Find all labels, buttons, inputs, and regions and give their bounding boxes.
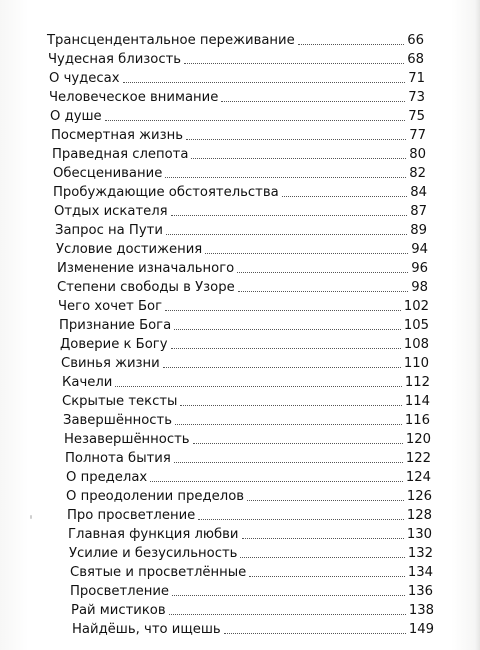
toc-dot-leader xyxy=(150,481,403,482)
toc-entry-page-number: 108 xyxy=(403,337,429,352)
toc-entry-page-number: 98 xyxy=(411,280,428,295)
toc-entry xyxy=(47,30,424,48)
toc-entry-title: Человеческое внимание xyxy=(49,90,219,105)
toc-dot-leader xyxy=(166,234,407,235)
toc-entry-title: Свинья жизни xyxy=(61,356,160,371)
print-speck xyxy=(30,515,32,519)
toc-entry-page-number: 149 xyxy=(408,622,434,637)
toc-entry-title: Запрос на Пути xyxy=(55,223,163,238)
toc-entry-page-number: 87 xyxy=(410,204,427,219)
toc-entry-page-number: 116 xyxy=(404,413,430,428)
toc-entry xyxy=(49,68,425,86)
toc-entry-title: Качели xyxy=(62,375,113,390)
toc-dot-leader xyxy=(174,329,401,330)
toc-entry-title: О преодолении пределов xyxy=(66,489,245,504)
toc-entry-page-number: 73 xyxy=(408,90,425,105)
toc-entry-title: Про просветление xyxy=(67,508,196,523)
toc-dot-leader xyxy=(249,576,405,577)
toc-entry xyxy=(60,334,429,352)
toc-entry xyxy=(51,125,426,143)
toc-dot-leader xyxy=(224,633,406,634)
toc-entry xyxy=(53,182,427,200)
toc-dot-leader xyxy=(169,614,406,615)
toc-entry-page-number: 94 xyxy=(411,242,428,257)
toc-entry-page-number: 122 xyxy=(405,451,431,466)
toc-entry xyxy=(64,429,431,447)
toc-dot-leader xyxy=(171,215,408,216)
toc-entry xyxy=(69,543,433,561)
toc-entry-page-number: 138 xyxy=(408,603,434,618)
toc-entry-page-number: 114 xyxy=(404,394,430,409)
toc-entry-page-number: 102 xyxy=(403,299,429,314)
toc-entry xyxy=(53,163,426,181)
toc-entry-title: Посмертная жизнь xyxy=(51,128,184,143)
toc-entry-page-number: 124 xyxy=(405,470,431,485)
toc-entry xyxy=(71,600,434,618)
toc-entry-page-number: 77 xyxy=(409,128,426,143)
toc-dot-leader xyxy=(180,405,401,406)
toc-entry-title: Отдых искателя xyxy=(54,204,168,219)
toc-entry-page-number: 134 xyxy=(407,565,433,580)
toc-entry xyxy=(57,277,428,295)
toc-entry-page-number: 75 xyxy=(408,109,425,124)
toc-entry xyxy=(59,315,429,333)
toc-entry xyxy=(72,619,434,637)
toc-entry-page-number: 89 xyxy=(410,223,427,238)
toc-entry-page-number: 120 xyxy=(405,432,431,447)
toc-entry-title: О чудесах xyxy=(49,71,120,86)
toc-entry-title: Трансцендентальное переживание xyxy=(47,33,295,48)
toc-dot-leader xyxy=(198,519,404,520)
toc-dot-leader xyxy=(123,82,406,83)
toc-dot-leader xyxy=(184,63,404,64)
toc-dot-leader xyxy=(165,310,401,311)
toc-entry xyxy=(49,87,425,105)
toc-entry xyxy=(48,49,424,67)
toc-entry xyxy=(66,486,432,504)
toc-entry-page-number: 71 xyxy=(408,71,425,86)
toc-entry-page-number: 68 xyxy=(407,52,424,67)
toc-dot-leader xyxy=(242,538,404,539)
toc-entry-title: Признание Бога xyxy=(59,318,172,333)
toc-entry-title: Главная функция любви xyxy=(68,527,239,542)
toc-entry-title: Доверие к Богу xyxy=(60,337,168,352)
toc-entry-page-number: 128 xyxy=(406,508,432,523)
toc-dot-leader xyxy=(240,557,404,558)
toc-entry-title: Пробуждающие обстоятельства xyxy=(53,185,279,200)
toc-entry-title: О пределах xyxy=(66,470,148,485)
toc-entry-title: Незавершённость xyxy=(64,432,190,447)
toc-entry-title: Святые и просветлённые xyxy=(70,565,247,580)
toc-entry xyxy=(70,562,433,580)
toc-dot-leader xyxy=(205,253,408,254)
toc-entry-page-number: 132 xyxy=(407,546,433,561)
toc-entry-page-number: 84 xyxy=(410,185,427,200)
toc-entry xyxy=(67,505,432,523)
page-edge-shadow xyxy=(475,0,480,650)
toc-dot-leader xyxy=(193,443,403,444)
toc-dot-leader xyxy=(163,367,401,368)
toc-entry xyxy=(62,372,430,390)
toc-dot-leader xyxy=(238,291,409,292)
toc-entry-page-number: 105 xyxy=(403,318,429,333)
toc-entry-page-number: 82 xyxy=(409,166,426,181)
toc-dot-leader xyxy=(237,272,408,273)
toc-entry-title: О душе xyxy=(50,109,102,124)
toc-entry xyxy=(66,467,431,485)
toc-entry-title: Завершённость xyxy=(63,413,172,428)
toc-dot-leader xyxy=(221,101,405,102)
toc-entry-page-number: 66 xyxy=(407,33,424,48)
toc-dot-leader xyxy=(298,44,404,45)
toc-dot-leader xyxy=(191,158,406,159)
toc-entry-title: Чего хочет Бог xyxy=(58,299,163,314)
toc-entry xyxy=(57,258,428,276)
toc-dot-leader xyxy=(186,139,406,140)
toc-dot-leader xyxy=(247,500,404,501)
toc-dot-leader xyxy=(172,595,405,596)
toc-entry-title: Условие достижения xyxy=(56,242,203,257)
toc-entry-title: Найдёшь, что ищешь xyxy=(72,622,221,637)
toc-entry-title: Обесценивание xyxy=(53,166,163,181)
toc-dot-leader xyxy=(171,348,401,349)
toc-entry-title: Изменение изначального xyxy=(57,261,235,276)
toc-entry xyxy=(70,581,433,599)
toc-entry xyxy=(55,220,427,238)
toc-entry-page-number: 130 xyxy=(406,527,432,542)
toc-entry xyxy=(54,201,427,219)
toc-entry xyxy=(63,410,430,428)
toc-entry-title: Просветление xyxy=(70,584,170,599)
toc-dot-leader xyxy=(115,386,401,387)
toc-entry xyxy=(65,448,431,466)
toc-entry-title: Степени свободы в Узоре xyxy=(57,280,235,295)
toc-entry xyxy=(58,296,429,314)
toc-dot-leader xyxy=(282,196,408,197)
toc-entry-title: Усилие и безусильность xyxy=(69,546,238,561)
toc-entry xyxy=(52,144,426,162)
toc-entry xyxy=(50,106,425,124)
toc-dot-leader xyxy=(174,462,403,463)
toc-entry xyxy=(61,353,429,371)
toc-entry-page-number: 126 xyxy=(406,489,432,504)
toc-entry-page-number: 136 xyxy=(407,584,433,599)
toc-entry-page-number: 96 xyxy=(411,261,428,276)
toc-dot-leader xyxy=(105,120,406,121)
toc-dot-leader xyxy=(175,424,402,425)
toc-dot-leader xyxy=(165,177,406,178)
toc-entry-title: Скрытые тексты xyxy=(62,394,178,409)
toc-entry-title: Рай мистиков xyxy=(71,603,166,618)
toc-entry-page-number: 112 xyxy=(404,375,430,390)
toc-entry xyxy=(68,524,432,542)
toc-entry-title: Чудесная близость xyxy=(48,52,182,67)
toc-entry-page-number: 80 xyxy=(409,147,426,162)
toc-entry xyxy=(56,239,428,257)
toc-entry xyxy=(62,391,430,409)
toc-entry-title: Праведная слепота xyxy=(52,147,189,162)
toc-entry-title: Полнота бытия xyxy=(65,451,171,466)
toc-entry-page-number: 110 xyxy=(403,356,429,371)
